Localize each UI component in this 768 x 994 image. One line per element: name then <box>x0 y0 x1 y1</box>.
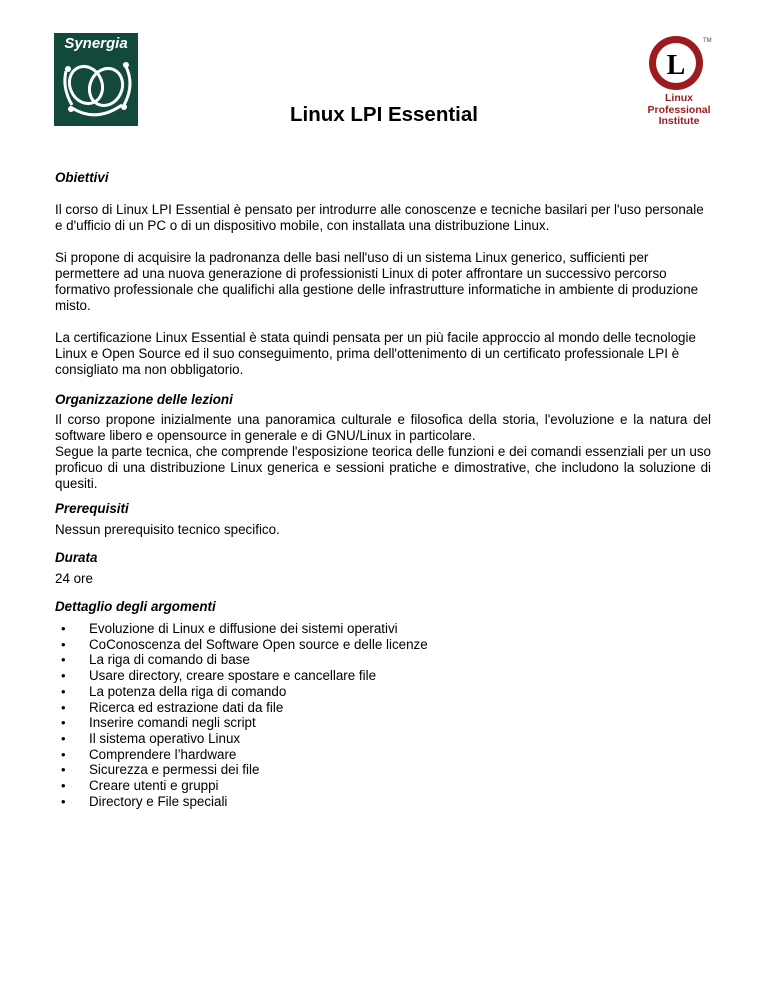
list-item: • Comprendere l’hardware <box>55 747 711 763</box>
svg-text:TM: TM <box>703 38 712 44</box>
list-item: • Ricerca ed estrazione dati da file <box>55 700 711 716</box>
obiettivi-paragraph-1: Il corso di Linux LPI Essential è pensato per introdurre alle conoscenze e tecniche basilari per l'uso personale e d'ufficio di un PC o di un dispositivo mobile, con installata una distribuzione Linux. <box>55 202 704 233</box>
list-item: • Il sistema operativo Linux <box>55 731 711 747</box>
heading-obiettivi: Obiettivi <box>55 170 109 185</box>
lpi-line-2: Professional <box>647 103 711 116</box>
document-body <box>55 170 711 809</box>
page-title: Linux LPI Essential <box>290 103 478 126</box>
heading-organizzazione: Organizzazione delle lezioni <box>55 392 233 407</box>
organizzazione-paragraph-2: Segue la parte tecnica, che comprende l'esposizione teorica delle funzioni e dei comandi essenziali per un uso proficuo di una distribuzione Linux generica e sessioni pratiche e dimostrative, che includono la soluzione di quesiti. <box>55 444 711 491</box>
heading-durata: Durata <box>55 550 98 565</box>
heading-dettaglio: Dettaglio degli argomenti <box>55 599 216 614</box>
list-item: • Evoluzione di Linux e diffusione dei sistemi operativi <box>55 621 711 637</box>
list-item: • Creare utenti e gruppi <box>55 778 711 794</box>
list-item: • CoConoscenza del Software Open source e delle licenze <box>55 637 711 653</box>
topics-list <box>55 621 711 809</box>
lpi-line-1: Linux <box>665 92 693 104</box>
svg-text:L: L <box>666 50 686 81</box>
organizzazione-paragraph-1: Il corso propone inizialmente una panoramica culturale e filosofica della storia, l'evoluzione e la natura del software libero e opensource in generale e di GNU/Linux in particolare. <box>55 412 711 443</box>
obiettivi-paragraph-2: Si propone di acquisire la padronanza delle basi nell'uso di un sistema Linux generico, sufficienti per permettere ad una nuova generazione di professionisti Linux di poter affrontare un successivo percorso formativo professionale che qualifichi alla gestione delle infrastrutture informatiche in ambiente di produzione misto. <box>55 250 699 313</box>
list-item: • Inserire comandi negli script <box>55 715 711 731</box>
lpi-line-3: Institute <box>658 115 700 127</box>
heading-prerequisiti: Prerequisiti <box>55 501 129 516</box>
list-item: • Usare directory, creare spostare e cancellare file <box>55 668 711 684</box>
list-item: • Directory e File speciali <box>55 794 711 810</box>
prerequisiti-text: Nessun prerequisito tecnico specifico. <box>55 522 280 537</box>
obiettivi-paragraph-3: La certificazione Linux Essential è stata quindi pensata per un più facile approccio al mondo delle tecnologie Linux e Open Source ed il suo conseguimento, prima dell'ottenimento di un certificato professionale LPI è consigliato ma non obbligatorio. <box>55 330 696 377</box>
list-item: • La riga di comando di base <box>55 652 711 668</box>
list-item: • La potenza della riga di comando <box>55 684 711 700</box>
list-item: • Sicurezza e permessi dei file <box>55 762 711 778</box>
svg-text:Synergia: Synergia <box>64 35 128 52</box>
durata-text: 24 ore <box>55 571 93 586</box>
